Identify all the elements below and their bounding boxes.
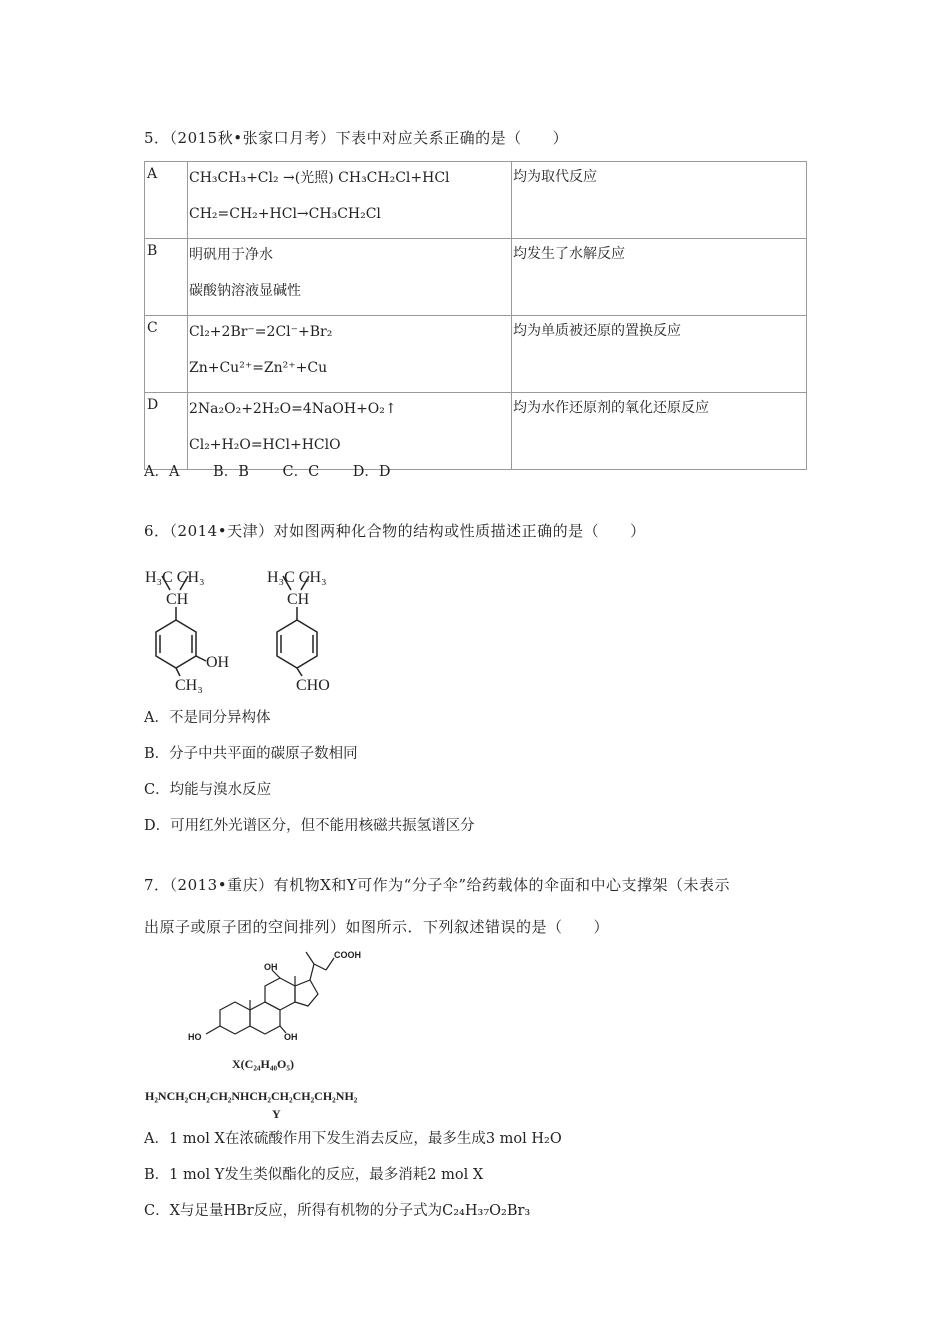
row-description: 均为取代反应 [512, 162, 807, 239]
x-formula: X(C₂₄H₄₀O₅) [232, 1057, 294, 1071]
reaction-text: CH₃CH₃+Cl₂ →(光照) CH₃CH₂Cl+HCl [189, 170, 450, 186]
question-6-option-a: A．不是同分异构体 [144, 710, 271, 726]
row-letter: C [145, 316, 188, 393]
y-label: Y [272, 1107, 281, 1120]
content-line: 明矾用于净水 [189, 247, 273, 263]
row-content [188, 239, 512, 316]
options-table [144, 161, 807, 470]
question-6-option-c: C．均能与溴水反应 [144, 782, 272, 798]
row-content [188, 316, 512, 393]
question-7-option-a: A．1 mol X在浓硫酸作用下发生消去反应，最多生成3 mol H₂O [144, 1131, 562, 1147]
reaction-line: Cl₂+2Br⁻=2Cl⁻+Br₂ [189, 324, 333, 340]
left-ch-label: CH [166, 591, 189, 608]
question-7-option-b: B．1 mol Y发生类似酯化的反应，最多消耗2 mol X [144, 1167, 484, 1183]
reaction-line: Cl₂+H₂O=HCl+HClO [189, 437, 341, 453]
right-top-label: H₃C CH₃ [267, 569, 327, 586]
question-6-option-d: D．可用红外光谱区分，但不能用核磁共振氢谱区分 [144, 818, 475, 834]
question-7-title-line1: 7．（2013•重庆）有机物X和Y可作为“分子伞”给药载体的伞面和中心支撑架（未表示 [144, 876, 730, 894]
row-content [188, 393, 512, 470]
question-6-option-b: B．分子中共平面的碳原子数相同 [144, 746, 358, 762]
table-row [145, 393, 807, 470]
row-description: 均为水作还原剂的氧化还原反应 [512, 393, 807, 470]
row-letter: A [145, 162, 188, 239]
question-7-title-line2: 出原子或原子团的空间排列）如图所示．下列叙述错误的是（ ） [144, 918, 610, 936]
reaction-line: CH₂=CH₂+HCl→CH₃CH₂Cl [189, 206, 381, 222]
y-formula: H₂NCH₂CH₂CH₂NHCH₂CH₂CH₂CH₂NH₂ [145, 1089, 358, 1103]
left-oh-label: OH [206, 654, 230, 671]
cooh-label: COOH [334, 950, 361, 960]
question-7-structures [140, 940, 440, 1120]
right-ch-label: CH [287, 591, 310, 608]
left-top-label: H₃C CH₃ [145, 569, 205, 586]
content-line: 碳酸钠溶液显碱性 [189, 283, 301, 299]
question-6-title: 6．（2014•天津）对如图两种化合物的结构或性质描述正确的是（ ） [144, 522, 646, 540]
right-bottom-label: CHO [296, 677, 330, 694]
reaction-line: Zn+Cu²⁺=Zn²⁺+Cu [189, 360, 328, 376]
row-letter: D [145, 393, 188, 470]
reaction-line: 2Na₂O₂+2H₂O=4NaOH+O₂↑ [189, 401, 397, 417]
left-bottom-label: CH₃ [175, 677, 203, 694]
question-5-answers: A．A B．B C．C D．D [144, 464, 391, 480]
ho-left-label: HO [188, 1032, 202, 1042]
row-description: 均为单质被还原的置换反应 [512, 316, 807, 393]
reaction-line [189, 166, 511, 202]
oh-bottom-label: OH [284, 1032, 298, 1042]
question-7-option-c: C．X与足量HBr反应，所得有机物的分子式为C₂₄H₃₇O₂Br₃ [144, 1203, 531, 1219]
oh-top-label: OH [264, 962, 278, 972]
table-row [145, 239, 807, 316]
row-content [188, 162, 512, 239]
table-row [145, 316, 807, 393]
question-5-title: 5．（2015秋•张家口月考）下表中对应关系正确的是（ ） [144, 129, 569, 147]
row-description: 均发生了水解反应 [512, 239, 807, 316]
question-6-structures [140, 560, 360, 695]
table-row [145, 162, 807, 239]
row-letter: B [145, 239, 188, 316]
